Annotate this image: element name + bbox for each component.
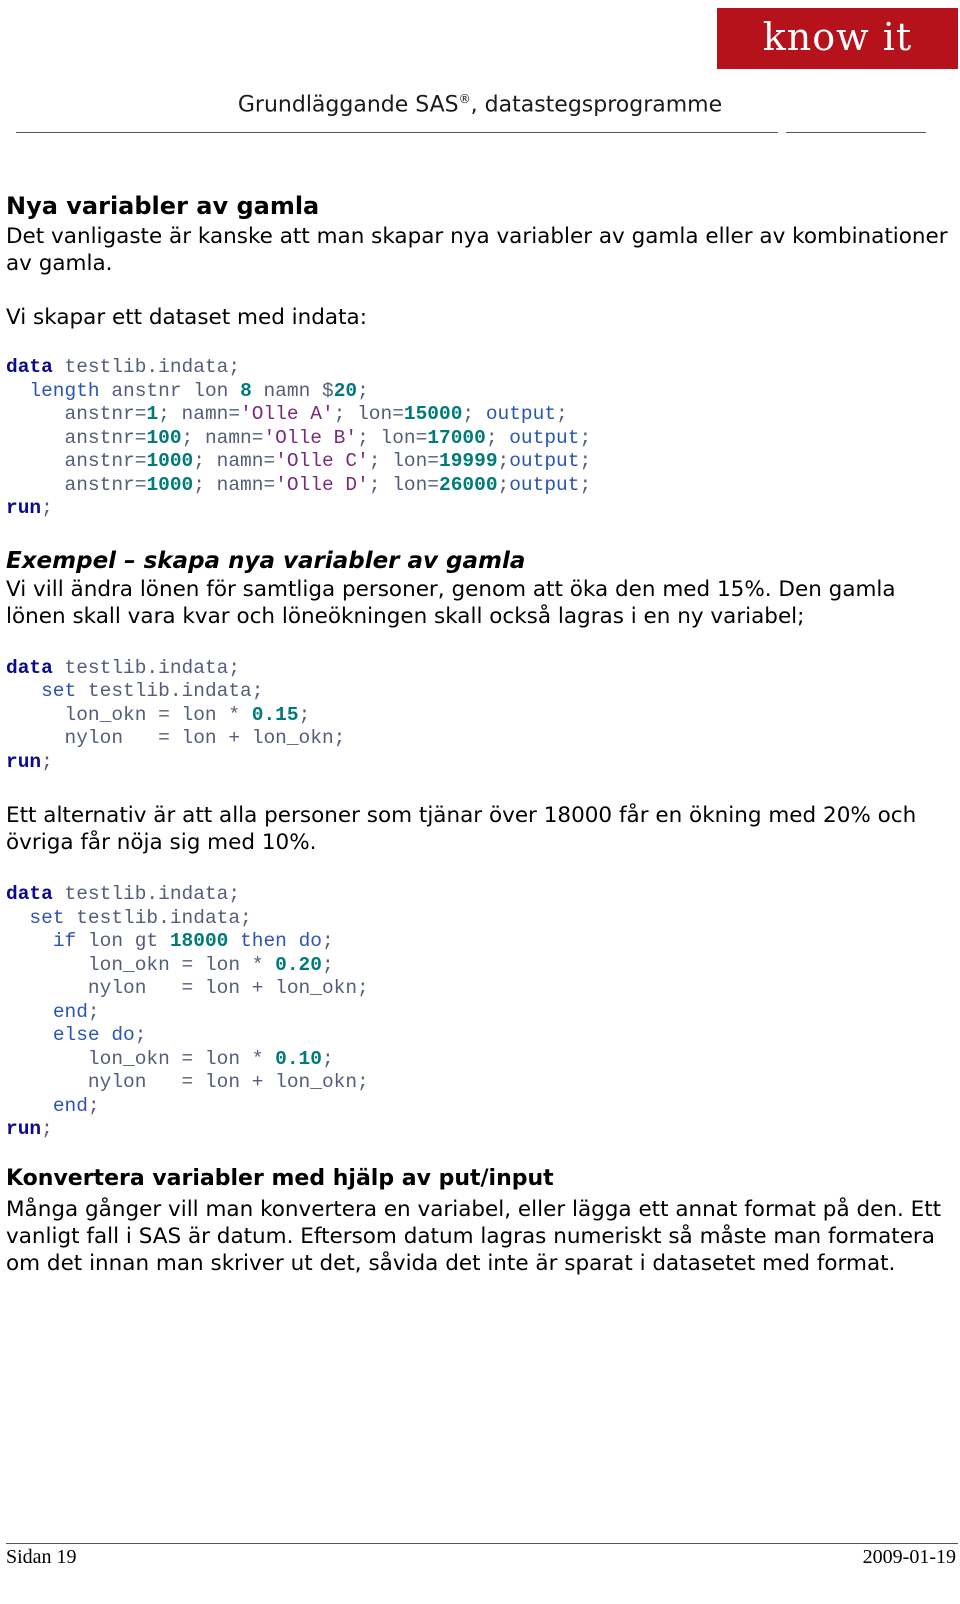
code-block-indata [6, 356, 956, 521]
footer-date: 2009-01-19 [862, 1546, 956, 1568]
example-heading: Exempel – skapa nya variabler av gamla [6, 547, 526, 574]
code-line: set testlib.indata; [29, 906, 252, 929]
code-line: data testlib.indata; [6, 356, 241, 378]
paragraph: Det vanligaste är kanske att man skapar nya variabler av gamla eller av kombinationer av gamla. [6, 224, 948, 276]
code-line: end; [52, 1000, 100, 1023]
registered-mark: ® [458, 92, 471, 106]
code-line: else do; [52, 1024, 147, 1046]
code-line: nylon = lon + lon_okn; [6, 727, 346, 749]
header-rule-mid [518, 132, 778, 133]
footer-rule [6, 1543, 958, 1544]
code-line: nylon = lon + lon_okn; [6, 1071, 369, 1093]
code-block-conditional [6, 883, 956, 1142]
section-heading: Nya variabler av gamla [6, 192, 320, 220]
page-number: Sidan 19 [6, 1546, 77, 1568]
code-line: run; [6, 497, 53, 519]
code-line: if lon gt 18000 then do; [52, 930, 334, 952]
logo-text: know it [762, 14, 913, 59]
page-content [6, 190, 956, 1277]
code-block-raise [6, 657, 956, 775]
code-line: data testlib.indata; [6, 883, 241, 905]
code-line: anstnr=1000; namn='Olle C'; lon=19999;output; [6, 450, 592, 472]
code-line: nylon = lon + lon_okn; [6, 977, 369, 999]
code-line: anstnr=100; namn='Olle B'; lon=17000; output; [6, 426, 592, 449]
title-suffix: , datastegsprogramme [470, 92, 723, 118]
document-title [0, 92, 960, 117]
paragraph: Ett alternativ är att alla personer som tjänar över 18000 får en ökning med 20% och övriga får nöja sig med 10%. [6, 803, 917, 855]
code-line: run; [6, 750, 53, 773]
paragraph: Vi vill ändra lönen för samtliga personer, genom att öka den med 15%. Den gamla lönen skall vara kvar och löneökningen skall också lagras i en ny variabel; [6, 576, 896, 629]
code-line: anstnr=1000; namn='Olle D'; lon=26000;output; [6, 473, 592, 496]
section-heading: Konvertera variabler med hjälp av put/input [6, 1165, 554, 1191]
code-line: lon_okn = lon * 0.15; [6, 703, 311, 726]
code-line: set testlib.indata; [41, 680, 264, 702]
paragraph: Många gånger vill man konvertera en variabel, eller lägga ett annat format på den. Ett vanligt fall i SAS är datum. Eftersom datum lagras numeriskt så måste man formatera om det innan man skriver ut det, såvida det inte är sparat i datasetet med format. [6, 1196, 942, 1276]
code-line: data testlib.indata; [6, 656, 241, 679]
code-line: run; [6, 1118, 53, 1140]
company-logo [717, 8, 958, 69]
code-line: lon_okn = lon * 0.10; [6, 1047, 334, 1070]
code-line: end; [52, 1094, 100, 1117]
code-line: length anstnr lon 8 namn $20; [29, 379, 369, 402]
code-line: lon_okn = lon * 0.20; [6, 953, 334, 976]
header-rule-right [786, 132, 926, 133]
paragraph: Vi skapar ett dataset med indata: [6, 305, 367, 330]
header-rule-left [16, 132, 518, 133]
code-line: anstnr=1; namn='Olle A'; lon=15000; output; [6, 403, 568, 425]
title-main: Grundläggande SAS [237, 92, 459, 118]
